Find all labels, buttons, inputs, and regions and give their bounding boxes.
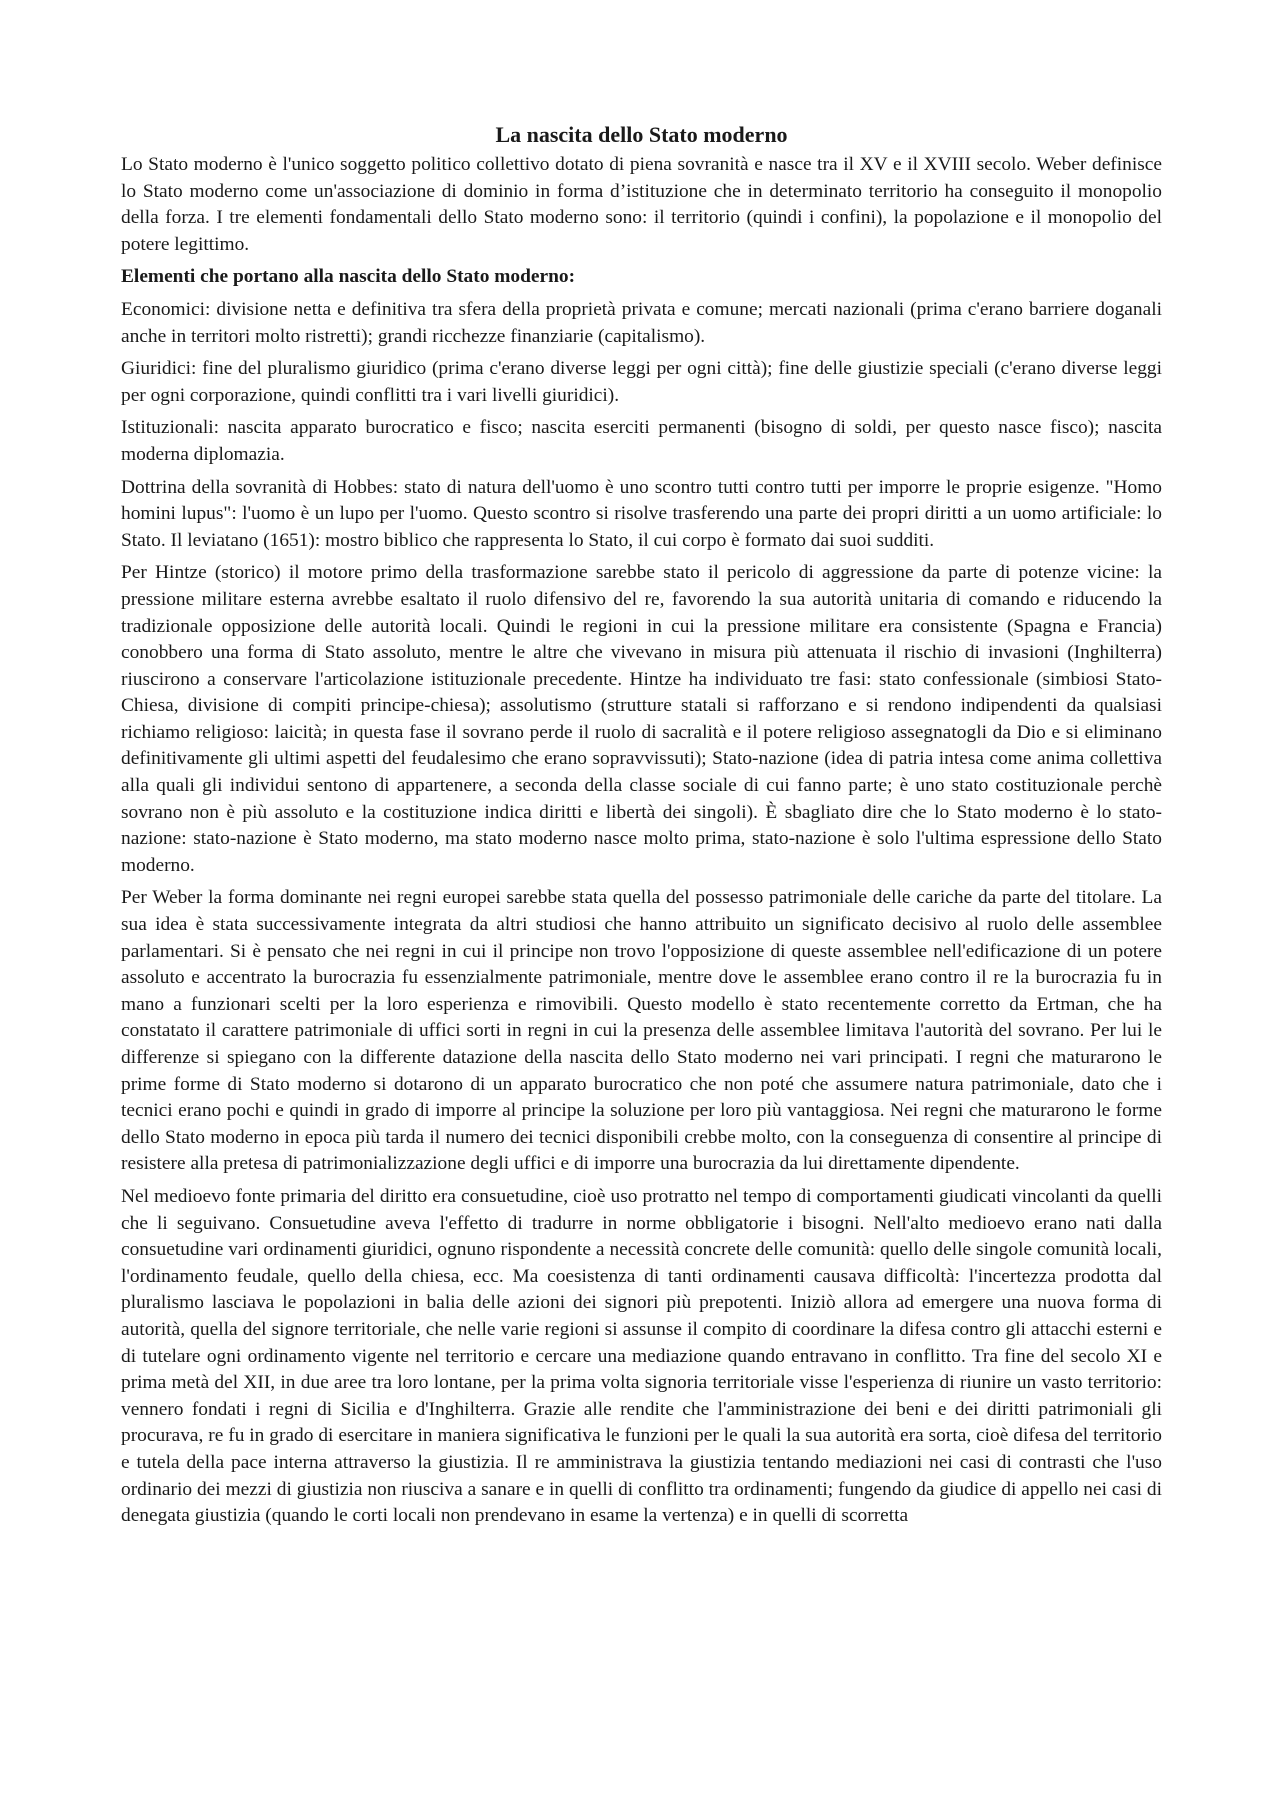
document-title: La nascita dello Stato moderno [495, 122, 788, 147]
paragraph-istituzionali: Istituzionali: nascita apparato burocratico e fisco; nascita eserciti permanenti (bisogno di soldi, per questo nasce fisco); nascita moderna diplomazia. [121, 417, 1162, 465]
paragraph-hintze: Per Hintze (storico) il motore primo della trasformazione sarebbe stato il pericolo di aggressione da parte di potenze vicine: la pressione militare esterna avrebbe esaltato il ruolo difensivo del re, favorendo la sua autorità unitaria di comando e riducendo la tradizionale opposizione delle autorità locali. Quindi le regioni in cui la pressione militare era consistente (Spagna e Francia) conobbero una forma di Stato assoluto, mentre le altre che vivevano in misura più attenuata il rischio di invasioni (Inghilterra) riuscirono a conservare l'articolazione istituzionale precedente. Hintze ha individuato tre fasi: stato confessionale (simbiosi Stato-Chiesa, divisione di compiti principe-chiesa); assolutismo (strutture statali si rafforzano e si rendono indipendenti da qualsiasi richiamo religioso: laicità; in questa fase il sovrano perde il ruolo di sacralità e il potere religioso assegnatogli da Dio e si eliminano definitivamente gli ultimi aspetti del feudalesimo che erano sopravvissuti); Stato-nazione (idea di patria intesa come anima collettiva alla quali gli individui sentono di appartenere, a seconda della classe sociale di cui fanno parte; è uno stato costituzionale perchè sovrano non è più assoluto e la costituzione indica diritti e libertà dei singoli). È sbagliato dire che lo Stato moderno è lo stato-nazione: stato-nazione è Stato moderno, ma stato moderno nasce molto prima, stato-nazione è solo l'ultima espressione dello Stato moderno. [121, 562, 1162, 876]
paragraph-giuridici: Giuridici: fine del pluralismo giuridico (prima c'erano diverse leggi per ogni città); fine delle giustizie speciali (c'erano diverse leggi per ogni corporazione, quindi conflitti tra i vari livelli giuridici). [121, 358, 1162, 406]
paragraph-economici: Economici: divisione netta e definitiva tra sfera della proprietà privata e comune; mercati nazionali (prima c'erano barriere doganali anche in territori molto ristretti); grandi ricchezze finanziarie (capitalismo). [121, 298, 1162, 347]
paragraph-medioevo: Nel medioevo fonte primaria del diritto era consuetudine, cioè uso protratto nel tempo di comportamenti giudicati vincolanti da quelli che li seguivano. Consuetudine aveva l'effetto di tradurre in norme obbligatorie i bisogni. Nell'alto medioevo erano nati dalla consuetudine vari ordinamenti giuridici, ognuno rispondente a necessità concrete delle comunità: quello delle singole comunità locali, l'ordinamento feudale, quello della chiesa, ecc. Ma coesistenza di tanti ordinamenti causava difficoltà: l'incertezza prodotta dal pluralismo lasciava le popolazioni in balia delle azioni dei signori più prepotenti. Iniziò allora ad emergere una nuova forma di autorità, quella del signore territoriale, che nelle varie regioni si assunse il compito di coordinare la difesa contro gli attacchi esterni e di tutelare ogni ordinamento vigente nel territorio e cercare una mediazione quando entravano in conflitto. Tra fine del secolo XI e prima metà del XII, in due aree tra loro lontane, per la prima volta signoria territoriale visse l'esperienza di riunire un vasto territorio: vennero fondati i regni di Sicilia e d'Inghilterra. Grazie alle rendite che l'amministrazione dei beni e dei diritti patrimoniali gli procurava, re fu in grado di esercitare in maniera significativa le funzioni per le quali la sua autorità era sorta, cioè difesa del territorio e tutela della pace interna attraverso la giustizia. Il re amministrava la giustizia tentando mediazioni nei casi di contrasti che l'uso ordinario dei mezzi di giustizia non riusciva a sanare e in quelli di conflitto tra ordinamenti; fungendo da giudice di appello nei casi di denegata giustizia (quando le corti locali non prendevano in esame la vertenza) e in quelli di scorretta [121, 1185, 1162, 1527]
paragraph-hobbes: Dottrina della sovranità di Hobbes: stato di natura dell'uomo è uno scontro tutti contro tutti per imporre le proprie esigenze. "Homo homini lupus": l'uomo è un lupo per l'uomo. Questo scontro si risolve trasferendo una parte dei propri diritti a un uomo artificiale: lo Stato. Il leviatano (1651): mostro biblico che rappresenta lo Stato, il cui corpo è formato dai suoi sudditi. [121, 476, 1162, 551]
intro-paragraph: Lo Stato moderno è l'unico soggetto politico collettivo dotato di piena sovranità e nasce tra il XV e il XVIII secolo. Weber definisce lo Stato moderno come un'associazione di dominio in forma d’istituzione che in determinato territorio ha conseguito il monopolio della forza. I tre elementi fondamentali dello Stato moderno sono: il territorio (quindi i confini), la popolazione e il monopolio del potere legittimo. [121, 154, 1162, 255]
paragraph-weber: Per Weber la forma dominante nei regni europei sarebbe stata quella del possesso patrimoniale delle cariche da parte del titolare. La sua idea è stata successivamente integrata da altri studiosi che hanno attribuito un significato decisivo al ruolo delle assemblee parlamentari. Si è pensato che nei regni in cui il principe non trovo l'opposizione di queste assemblee nell'edificazione di un potere assoluto e accentrato la burocrazia fu essenzialmente patrimoniale, mentre dove le assemblee erano contro il re la burocrazia fu in mano a funzionari scelti per la loro esperienza e rimovibili. Questo modello è stato recentemente corretto da Ertman, che ha constatato il carattere patrimoniale di uffici sorti in regni in cui la presenza delle assemblee limitava l'autorità del sovrano. Per lui le differenze si spiegano con la differente datazione della nascita dello Stato moderno nei vari principati. I regni che maturarono le prime forme di Stato moderno si dotarono di un apparato burocratico che non poté che assumere natura patrimoniale, dato che i tecnici erano pochi e quindi in grado di imporre al principe la soluzione per loro più vantaggiosa. Nei regni che maturarono le forme dello Stato moderno in epoca più tarda il numero dei tecnici disponibili crebbe molto, con la conseguenza di consentire al principe di resistere alla pretesa di patrimonializzazione degli uffici e di imporre una burocrazia da lui direttamente dipendente. [121, 887, 1162, 1175]
section-heading: Elementi che portano alla nascita dello Stato moderno: [121, 266, 576, 288]
